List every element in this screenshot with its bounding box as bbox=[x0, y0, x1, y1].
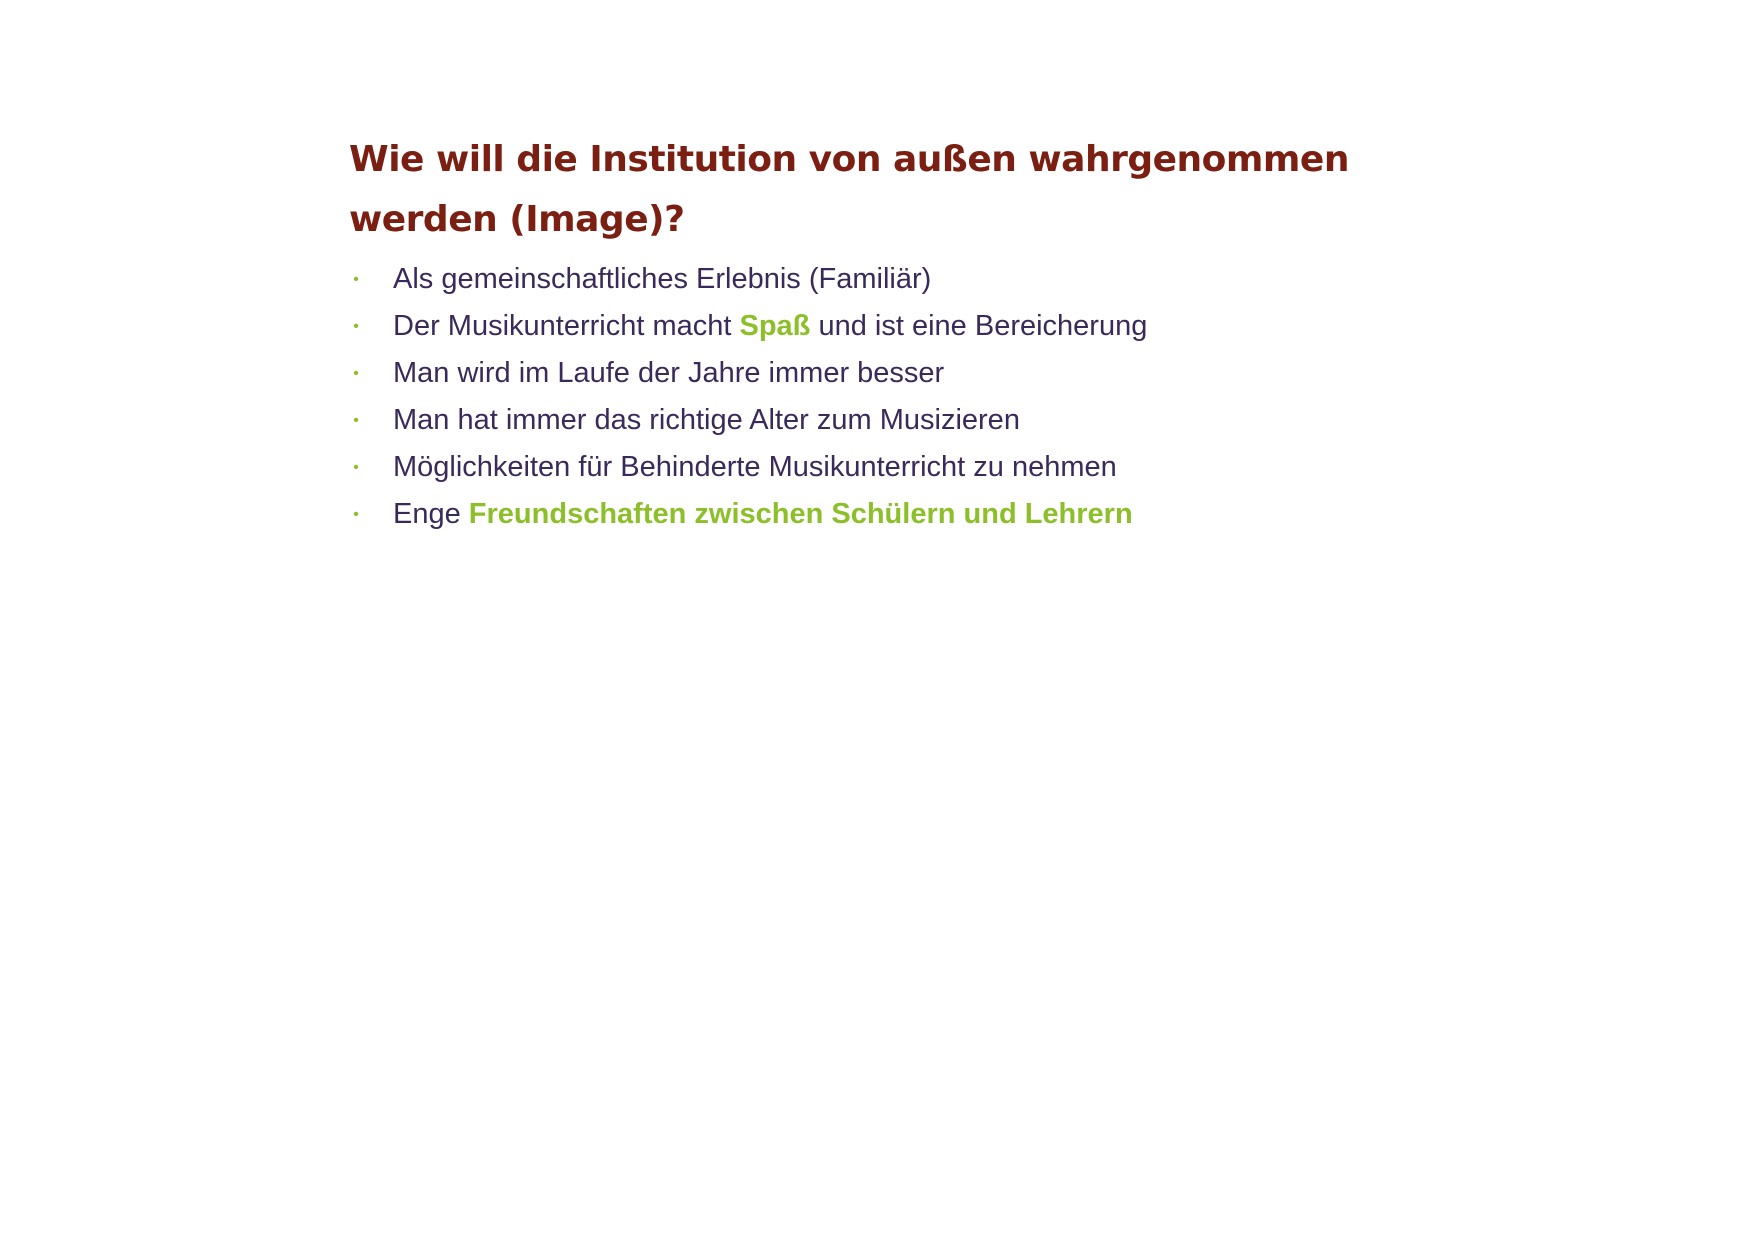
content-block bbox=[349, 130, 1409, 538]
item-text: Möglichkeiten für Behinderte Musikunterricht zu nehmen bbox=[393, 451, 1117, 483]
bullet-dot-icon: • bbox=[353, 271, 359, 288]
item-text: Als gemeinschaftliches Erlebnis (Familiär) bbox=[393, 263, 932, 295]
item-text: Man wird im Laufe der Jahre immer besser bbox=[393, 357, 945, 389]
list-item bbox=[349, 303, 1409, 350]
page-title: Wie will die Institution von außen wahrgenommen werden (Image)? bbox=[349, 139, 1349, 240]
bullet-dot-icon: • bbox=[353, 412, 359, 429]
item-highlight: Spaß bbox=[739, 310, 811, 342]
bullet-list bbox=[349, 256, 1409, 538]
list-item bbox=[349, 444, 1409, 491]
list-item bbox=[349, 397, 1409, 444]
item-text: Man hat immer das richtige Alter zum Musizieren bbox=[393, 404, 1020, 436]
list-item bbox=[349, 491, 1409, 538]
list-item bbox=[349, 350, 1409, 397]
bullet-dot-icon: • bbox=[353, 318, 359, 335]
item-text-after: und ist eine Bereicherung bbox=[810, 310, 1148, 342]
bullet-dot-icon: • bbox=[353, 459, 359, 476]
item-highlight: Freundschaften zwischen Schülern und Lehrern bbox=[468, 498, 1133, 530]
list-item bbox=[349, 256, 1409, 303]
item-text: Der Musikunterricht macht bbox=[393, 310, 740, 342]
bullet-dot-icon: • bbox=[353, 365, 359, 382]
bullet-dot-icon: • bbox=[353, 506, 359, 523]
item-text: Enge bbox=[393, 498, 469, 530]
